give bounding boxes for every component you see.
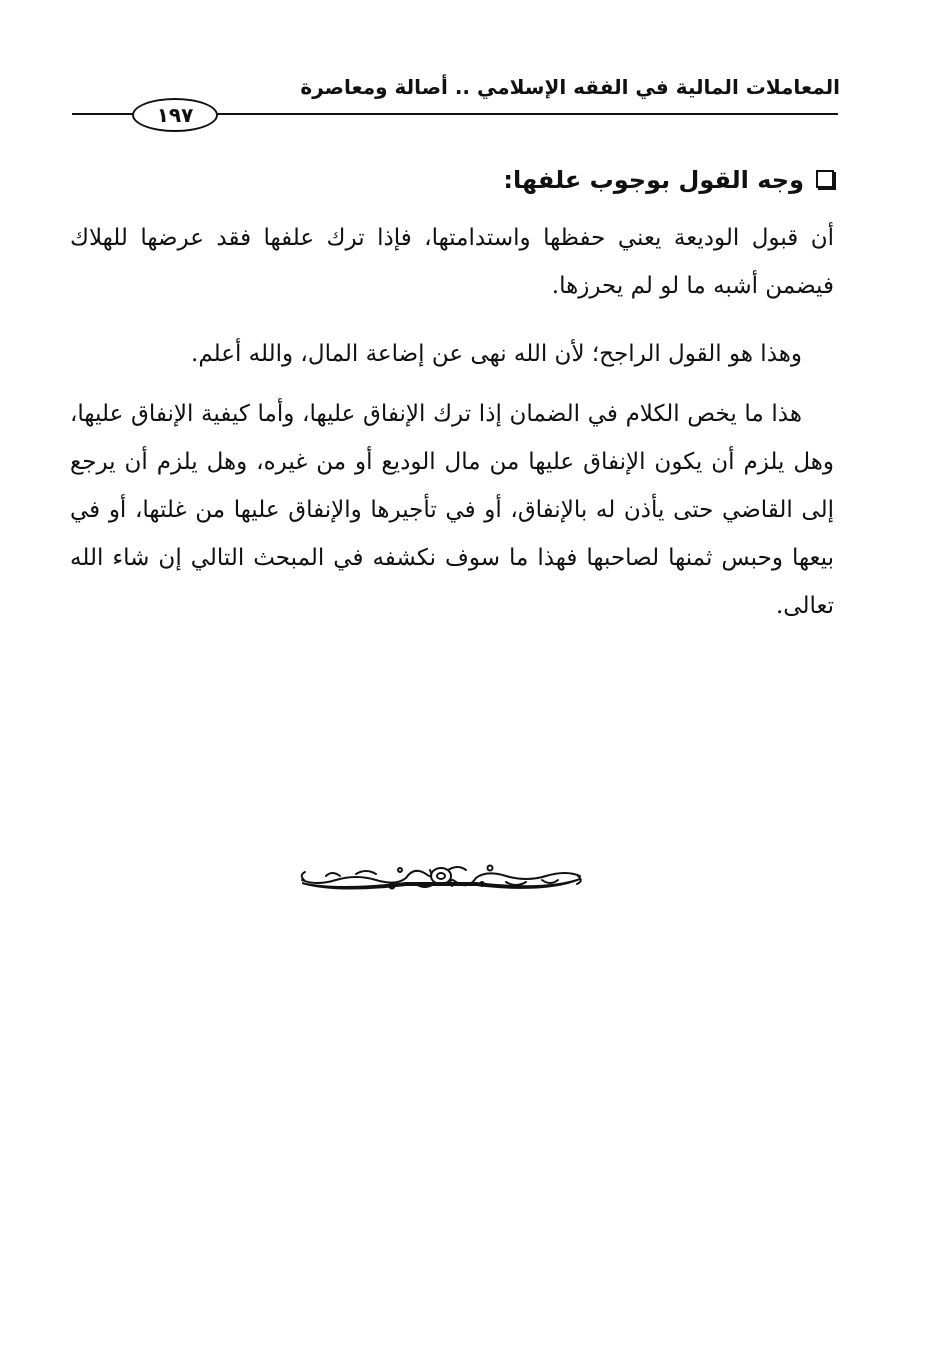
paragraph-3: هذا ما يخص الكلام في الضمان إذا ترك الإنفاق عليها، وأما كيفية الإنفاق عليها، وهل يلزم أن يكون الإنفاق عليها من مال الوديع أو من غيره، وهل يلزم أن يرجع إلى القاضي حتى يأذن له بالإنفاق، أو في تأجيرها والإنفاق عليها من غلتها، أو في بيعها وحبس ثمنها لصاحبها فهذا ما سوف نكشفه في المبحث التالي إن شاء الله تعالى. — [70, 401, 834, 619]
running-title: المعاملات المالية في الفقه الإسلامي .. أصالة ومعاصرة — [300, 75, 840, 99]
page-number-text: ١٩٧ — [156, 103, 194, 127]
section-heading-text: وجه القول بوجوب علفها: — [503, 166, 804, 194]
decorative-divider-icon — [296, 856, 586, 896]
paragraph-1: أن قبول الوديعة يعني حفظها واستدامتها، فإذا ترك علفها فقد عرضها للهلاك فيضمن أشبه ما لو لم يحرزها. — [70, 225, 834, 299]
checkbox-icon — [816, 170, 834, 188]
section-heading — [174, 160, 834, 200]
page-number — [132, 98, 218, 132]
paragraph-2: وهذا هو القول الراجح؛ لأن الله نهى عن إضاعة المال، والله أعلم. — [191, 341, 802, 367]
